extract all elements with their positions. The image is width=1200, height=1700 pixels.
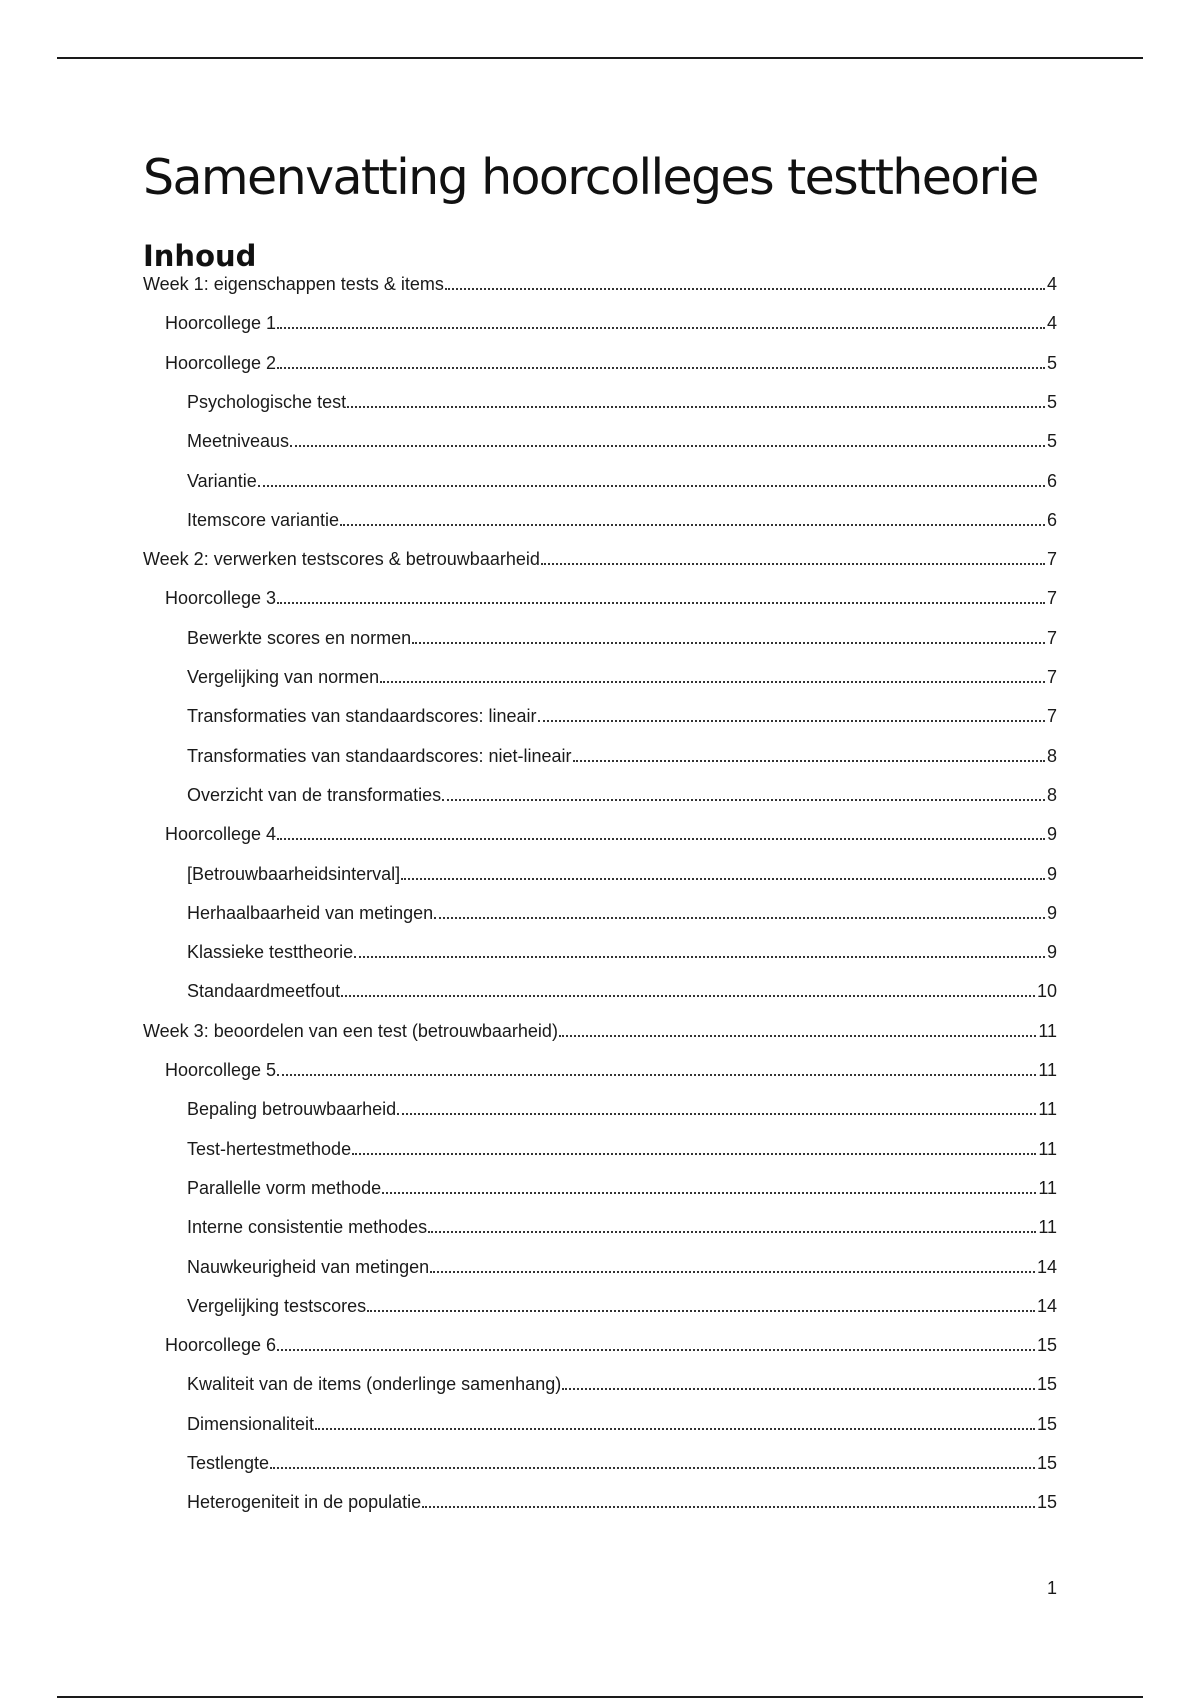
toc-dot-leader — [315, 1428, 1035, 1430]
toc-entry[interactable] — [187, 1483, 1057, 1513]
toc-entry-page: 4 — [1046, 313, 1057, 333]
toc-entry[interactable] — [187, 776, 1057, 806]
toc-entry-label: Hoorcollege 6 — [165, 1335, 277, 1355]
toc-entry-label: Variantie — [187, 471, 257, 491]
toc-entry[interactable] — [187, 1287, 1057, 1317]
toc-entry-label: Hoorcollege 5 — [165, 1060, 277, 1080]
toc-entry-page: 11 — [1038, 1139, 1057, 1159]
toc-entry-page: 7 — [1046, 706, 1057, 726]
toc-entry-page: 7 — [1046, 588, 1057, 608]
toc-entry-page: 6 — [1046, 510, 1057, 530]
toc-entry-label: Herhaalbaarheid van metingen — [187, 903, 434, 923]
toc-entry[interactable] — [187, 1444, 1057, 1474]
toc-dot-leader — [347, 406, 1045, 408]
toc-entry-label: Transformaties van standaardscores: niet-lineair — [187, 746, 572, 766]
toc-entry-label: Hoorcollege 2 — [165, 353, 277, 373]
toc-entry-page: 15 — [1036, 1374, 1057, 1394]
toc-dot-leader — [422, 1506, 1035, 1508]
toc-dot-leader — [352, 1153, 1036, 1155]
toc-entry[interactable] — [187, 1169, 1057, 1199]
toc-entry-page: 9 — [1046, 903, 1057, 923]
toc-entry-label: Parallelle vorm methode — [187, 1178, 382, 1198]
toc-dot-leader — [270, 1467, 1035, 1469]
toc-dot-leader — [401, 878, 1045, 880]
toc-entry-page: 7 — [1046, 628, 1057, 648]
toc-dot-leader — [412, 642, 1045, 644]
toc-entry[interactable] — [187, 1248, 1057, 1278]
toc-entry-page: 5 — [1046, 392, 1057, 412]
toc-heading: Inhoud — [143, 239, 257, 273]
toc-entry-label: Week 1: eigenschappen tests & items — [143, 274, 444, 294]
toc-entry-page: 4 — [1046, 274, 1057, 294]
toc-entry-page: 11 — [1038, 1178, 1057, 1198]
toc-entry-label: Week 2: verwerken testscores & betrouwbaarheid — [143, 549, 540, 569]
toc-entry-page: 9 — [1046, 864, 1057, 884]
toc-entry-page: 5 — [1046, 353, 1057, 373]
toc-entry-label: Meetniveaus — [187, 431, 290, 451]
toc-entry-label: Testlengte — [187, 1453, 270, 1473]
footer-rule — [57, 1696, 1143, 1698]
toc-entry-page: 15 — [1036, 1453, 1057, 1473]
toc-entry-label: [Betrouwbaarheidsinterval] — [187, 864, 401, 884]
toc-dot-leader — [258, 485, 1045, 487]
toc-entry-page: 11 — [1038, 1217, 1057, 1237]
toc-dot-leader — [277, 367, 1045, 369]
toc-entry-label: Vergelijking testscores — [187, 1296, 367, 1316]
toc-dot-leader — [340, 524, 1045, 526]
toc-entry[interactable] — [165, 304, 1057, 334]
toc-entry-page: 11 — [1038, 1060, 1057, 1080]
toc-entry-page: 14 — [1036, 1296, 1057, 1316]
toc-dot-leader — [397, 1113, 1036, 1115]
toc-dot-leader — [434, 917, 1045, 919]
toc-dot-leader — [380, 681, 1045, 683]
toc-entry-label: Heterogeniteit in de populatie — [187, 1492, 422, 1512]
toc-entry-label: Test-hertestmethode — [187, 1139, 352, 1159]
toc-dot-leader — [277, 838, 1045, 840]
toc-dot-leader — [562, 1388, 1035, 1390]
toc-dot-leader — [538, 720, 1045, 722]
toc-entry[interactable] — [165, 815, 1057, 845]
toc-dot-leader — [277, 1349, 1035, 1351]
toc-entry-page: 6 — [1046, 471, 1057, 491]
toc-dot-leader — [445, 288, 1045, 290]
toc-entry-label: Hoorcollege 1 — [165, 313, 277, 333]
toc-dot-leader — [354, 956, 1045, 958]
toc-dot-leader — [573, 760, 1045, 762]
toc-entry-page: 15 — [1036, 1414, 1057, 1434]
toc-dot-leader — [277, 327, 1045, 329]
toc-dot-leader — [382, 1192, 1036, 1194]
toc-entry[interactable] — [165, 1051, 1057, 1081]
toc-entry-label: Hoorcollege 3 — [165, 588, 277, 608]
toc-entry-label: Bepaling betrouwbaarheid — [187, 1099, 397, 1119]
toc-dot-leader — [428, 1231, 1036, 1233]
toc-entry-page: 8 — [1046, 785, 1057, 805]
toc-entry[interactable] — [187, 1365, 1057, 1395]
toc-entry[interactable] — [165, 344, 1057, 374]
toc-entry[interactable] — [187, 737, 1057, 767]
page-number: 1 — [1046, 1578, 1057, 1598]
toc-entry[interactable] — [187, 1090, 1057, 1120]
toc-entry[interactable] — [187, 422, 1057, 452]
toc-entry[interactable] — [187, 1130, 1057, 1160]
toc-entry[interactable] — [187, 894, 1057, 924]
toc-entry-page: 11 — [1038, 1099, 1057, 1119]
toc-entry-label: Transformaties van standaardscores: lineair — [187, 706, 537, 726]
toc-dot-leader — [442, 799, 1045, 801]
toc-entry-page: 9 — [1046, 824, 1057, 844]
toc-entry[interactable] — [143, 265, 1057, 295]
toc-entry-label: Klassieke testtheorie — [187, 942, 354, 962]
toc-entry-page: 8 — [1046, 746, 1057, 766]
toc-entry-page: 15 — [1036, 1335, 1057, 1355]
toc-entry-page: 9 — [1046, 942, 1057, 962]
toc-entry-label: Bewerkte scores en normen — [187, 628, 412, 648]
toc-dot-leader — [277, 1074, 1036, 1076]
toc-entry-page: 5 — [1046, 431, 1057, 451]
header-rule — [57, 57, 1143, 59]
toc-entry-label: Vergelijking van normen — [187, 667, 380, 687]
document-title: Samenvatting hoorcolleges testtheorie — [143, 149, 1038, 206]
toc-entry[interactable] — [165, 1326, 1057, 1356]
toc-entry-label: Psychologische test — [187, 392, 347, 412]
toc-dot-leader — [430, 1271, 1035, 1273]
toc-entry-page: 7 — [1046, 549, 1057, 569]
toc-entry-label: Kwaliteit van de items (onderlinge samenhang) — [187, 1374, 562, 1394]
toc-entry-label: Overzicht van de transformaties — [187, 785, 442, 805]
toc-dot-leader — [277, 602, 1045, 604]
toc-dot-leader — [341, 995, 1035, 997]
toc-dot-leader — [541, 563, 1045, 565]
toc-entry[interactable] — [187, 855, 1057, 885]
toc-entry-page: 7 — [1046, 667, 1057, 687]
toc-entry-page: 10 — [1036, 981, 1057, 1001]
toc-dot-leader — [290, 445, 1045, 447]
toc-entry-label: Itemscore variantie — [187, 510, 340, 530]
toc-entry[interactable] — [187, 619, 1057, 649]
toc-entry[interactable] — [187, 1405, 1057, 1435]
toc-entry[interactable] — [187, 383, 1057, 413]
toc-entry-page: 14 — [1036, 1257, 1057, 1277]
toc-entry-label: Nauwkeurigheid van metingen — [187, 1257, 430, 1277]
toc-entry[interactable] — [187, 462, 1057, 492]
toc-entry-page: 11 — [1038, 1021, 1057, 1041]
toc-dot-leader — [367, 1310, 1035, 1312]
toc-entry-page: 15 — [1036, 1492, 1057, 1512]
toc-entry[interactable] — [187, 658, 1057, 688]
toc-entry-label: Week 3: beoordelen van een test (betrouwbaarheid) — [143, 1021, 558, 1041]
toc-entry[interactable] — [187, 1208, 1057, 1238]
toc-entry[interactable] — [143, 1012, 1057, 1042]
toc-entry[interactable] — [143, 540, 1057, 570]
toc-dot-leader — [559, 1035, 1036, 1037]
toc-entry-label: Standaardmeetfout — [187, 981, 341, 1001]
toc-entry[interactable] — [187, 933, 1057, 963]
toc-entry[interactable] — [165, 579, 1057, 609]
toc-entry[interactable] — [187, 972, 1057, 1002]
toc-entry-label: Interne consistentie methodes — [187, 1217, 428, 1237]
toc-entry-label: Hoorcollege 4 — [165, 824, 277, 844]
toc-entry[interactable] — [187, 501, 1057, 531]
toc-entry[interactable] — [187, 697, 1057, 727]
toc-entry-label: Dimensionaliteit — [187, 1414, 315, 1434]
